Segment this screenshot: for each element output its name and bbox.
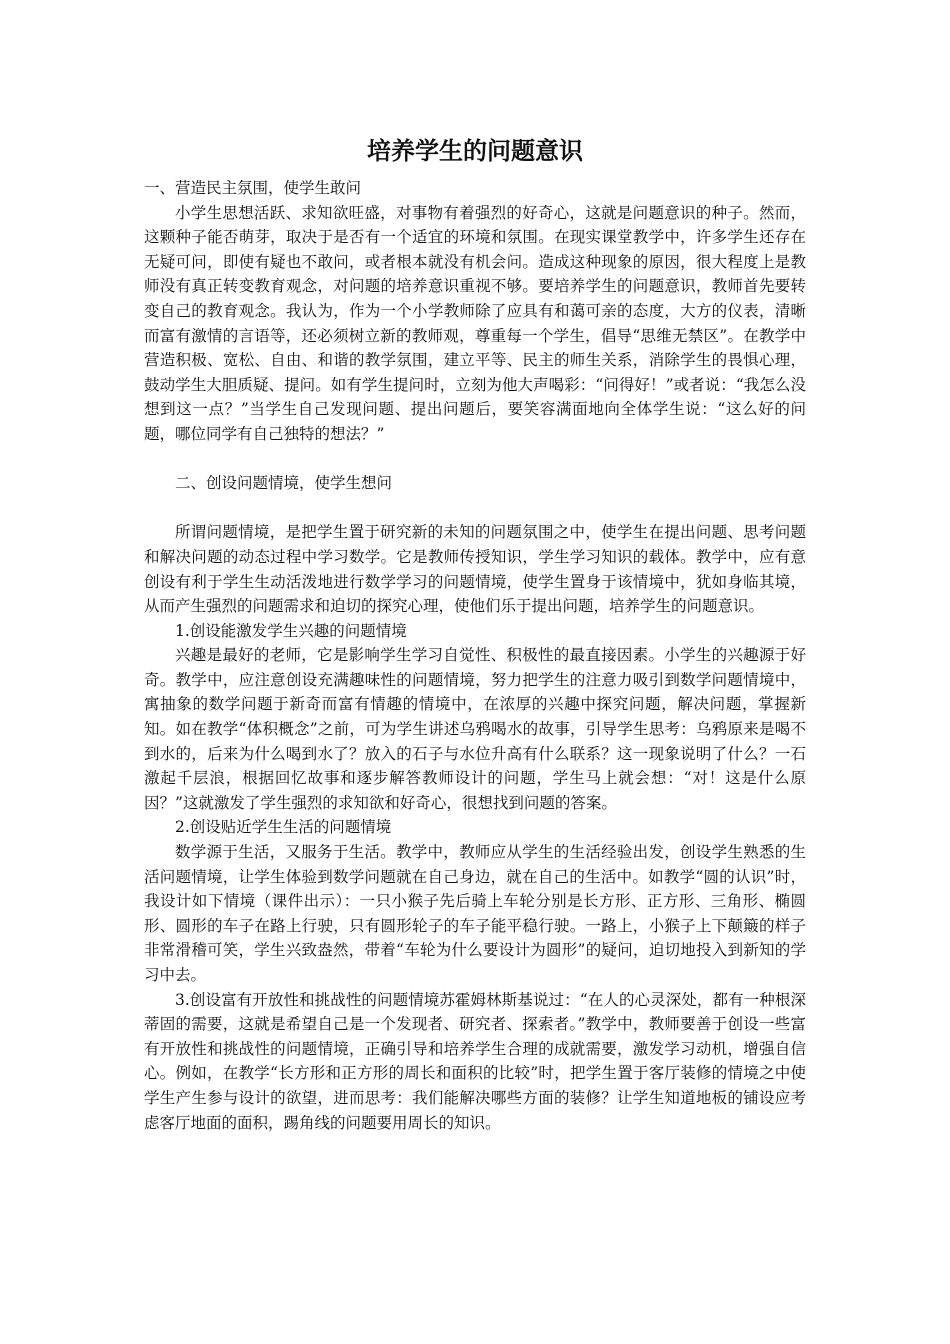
- document-title: 培养学生的问题意识: [367, 136, 583, 165]
- blank-line: [144, 496, 806, 521]
- subsection-1-heading: 1.创设能激发学生兴趣的问题情境: [175, 621, 407, 640]
- subsection-3-paragraph: 3.创设富有开放性和挑战性的问题情境苏霍姆林斯基说过：“在人的心灵深处，都有一种根深蒂固的需要，这就是希望自己是一个发现者、研究者、探索者。”教学中，教师要善于创设一些富有开放性和挑战性的问题情境，正确引导和培养学生合理的成就需要，激发学习动机，增强自信心。例如，在教学“长方形和正方形的周长和面积的比较”时，把学生置于客厅装修的情境之中使学生产生参与设计的欲望，进而思考：我们能解决哪些方面的装修？让学生知道地板的铺设应考虑客厅地面的面积，踢角线的问题要用周长的知识。: [144, 990, 806, 1132]
- section-1-heading: 一、营造民主氛围，使学生敢问: [144, 179, 362, 197]
- section-1-paragraph: 小学生思想活跃、求知欲旺盛，对事物有着强烈的好奇心，这就是问题意识的种子。然而，这颗种子能否萌芽，取决于是否有一个适宜的环境和氛围。在现实课堂教学中，许多学生还存在无疑可问，即使有疑也不敢问，或者根本就没有机会问。造成这种现象的原因，很大程度上是教师没有真正转变教育观念，对问题的培养意识重视不够。要培养学生的问题意识，教师首先要转变自己的教育观念。我认为，作为一个小学教师除了应具有和蔼可亲的态度，大方的仪表，清晰而富有激情的言语等，还必须树立新的教师观，尊重每一个学生，倡导“思维无禁区”。在教学中营造积极、宽松、自由、和谐的教学氛围，建立平等、民主的师生关系，消除学生的畏惧心理，鼓动学生大胆质疑、提问。如有学生提问时，立刻为他大声喝彩：“问得好！”或者说：“我怎么没想到这一点？”当学生自己发现问题、提出问题后，要笑容满面地向全体学生说：“这么好的问题，哪位同学有自己独特的想法？”: [144, 203, 806, 443]
- subsection-1-paragraph: 兴趣是最好的老师，它是影响学生学习自觉性、积极性的最直接因素。小学生的兴趣源于好奇。教学中，应注意创设充满趣味性的问题情境，努力把学生的注意力吸引到数学问题情境中，寓抽象的数学问题于新奇而富有情趣的情境中，在浓厚的兴趣中探究问题，解决问题，掌握新知。如在教学“体积概念”之前，可为学生讲述乌鸦喝水的故事，引导学生思考：乌鸦原来是喝不到水的，后来为什么喝到水了？放入的石子与水位升高有什么联系？这一现象说明了什么？一石激起千层浪，根据回忆故事和逐步解答教师设计的问题，学生马上就会想：“对！这是什么原因？”这就激发了学生强烈的求知欲和好奇心，很想找到问题的答案。: [144, 646, 806, 812]
- blank-line: [144, 447, 806, 472]
- subsection-2-heading: 2.创设贴近学生生活的问题情境: [175, 818, 392, 837]
- section-2-heading: 二、创设问题情境，使学生想问: [175, 474, 393, 493]
- document-body: [144, 134, 806, 1135]
- section-2-intro-paragraph: 所谓问题情境，是把学生置于研究新的未知的问题氛围之中，使学生在提出问题、思考问题和解决问题的动态过程中学习数学。它是教师传授知识，学生学习知识的载体。教学中，应有意创设有利于学生生动活泼地进行数学学习的问题情境，使学生置身于该情境中，犹如身临其境，从而产生强烈的问题需求和迫切的探究心理，使他们乐于提出问题，培养学生的问题意识。: [144, 523, 806, 616]
- subsection-2-paragraph: 数学源于生活，又服务于生活。教学中，教师应从学生的生活经验出发，创设学生熟悉的生活问题情境，让学生体验到数学问题就在自己身边，就在自己的生活中。如教学“圆的认识”时，我设计如下情境（课件出示）：一只小猴子先后骑上车轮分别是长方形、正方形、三角形、椭圆形、圆形的车子在路上行驶，只有圆形轮子的车子能平稳行驶。一路上，小猴子上下颠簸的样子非常滑稽可笑，学生兴致盎然，带着“车轮为什么要设计为圆形”的疑问，迫切地投入到新知的学习中去。: [144, 843, 806, 984]
